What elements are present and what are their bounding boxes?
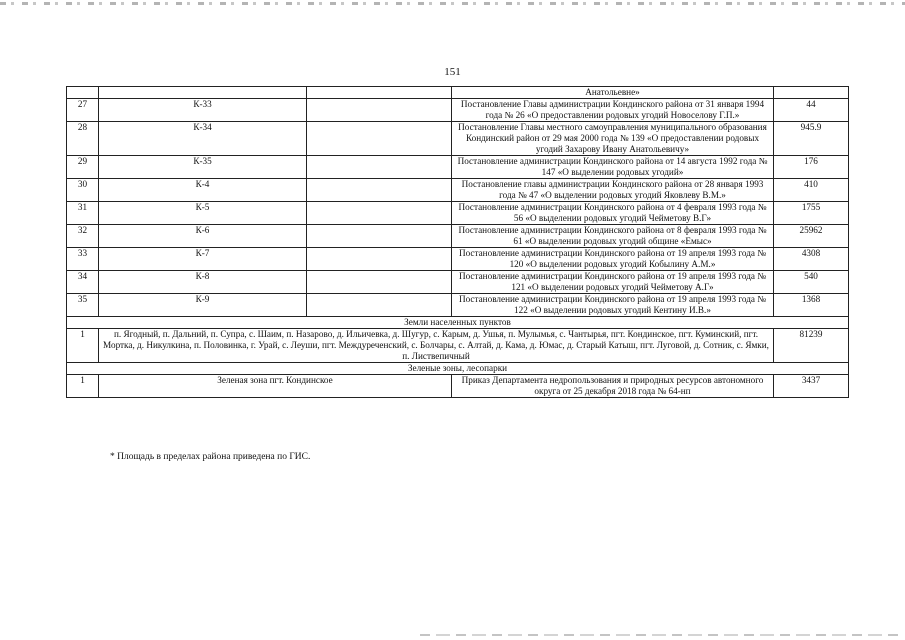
row-area: 25962 — [774, 225, 849, 248]
table-row — [67, 156, 849, 179]
table-row — [67, 179, 849, 202]
row-document: Постановление администрации Кондинского района от 14 августа 1992 года № 147 «О выделении родовых угодий» — [452, 156, 774, 179]
table-row — [67, 202, 849, 225]
scan-bottom-edge — [420, 634, 900, 636]
row-document: Постановление администрации Кондинского района от 19 апреля 1993 года № 121 «О выделении родовых угодий Чейметову А.Г» — [452, 271, 774, 294]
section-header-settlements — [67, 317, 849, 329]
row-area: 540 — [774, 271, 849, 294]
row-number: 27 — [67, 99, 99, 122]
row-number: 30 — [67, 179, 99, 202]
row-code: К-33 — [99, 99, 307, 122]
row-area: 1755 — [774, 202, 849, 225]
row-code: К-9 — [99, 294, 307, 317]
page-number: 151 — [444, 66, 461, 78]
row-document: Приказ Департамента недропользования и природных ресурсов автономного округа от 25 декабря 2018 года № 64-нп — [452, 375, 774, 398]
row-document: Постановление администрации Кондинского района от 19 апреля 1993 года № 120 «О выделении родовых угодий Кобылину А.М.» — [452, 248, 774, 271]
row-code: К-35 — [99, 156, 307, 179]
footnote: * Площадь в пределах района приведена по ГИС. — [110, 452, 311, 462]
table-row — [67, 248, 849, 271]
row-document: Постановление Главы администрации Кондинского района от 31 января 1994 года № 26 «О предоставлении родовых угодий Новоселову Г.П.» — [452, 99, 774, 122]
row-document: Постановление администрации Кондинского района от 4 февраля 1993 года № 56 «О выделении родовых угодий Чейметову В.Г» — [452, 202, 774, 225]
row-area: 410 — [774, 179, 849, 202]
table-row — [67, 294, 849, 317]
row-area: 3437 — [774, 375, 849, 398]
section-title: Земли населенных пунктов — [67, 317, 849, 329]
scan-top-edge — [0, 2, 905, 5]
row-document: Постановление Главы местного самоуправления муниципального образования Кондинский район от 29 мая 2000 года № 139 «О предоставлении родовых угодий Захарову Ивану Анатольевичу» — [452, 122, 774, 156]
row-area: 81239 — [774, 329, 849, 363]
row-code: К-5 — [99, 202, 307, 225]
table-row-green — [67, 375, 849, 398]
row-document: Постановление администрации Кондинского района от 19 апреля 1993 года № 122 «О выделении родовых угодий Кентину И.В.» — [452, 294, 774, 317]
row-code: К-34 — [99, 122, 307, 156]
row-number: 34 — [67, 271, 99, 294]
table-row — [67, 271, 849, 294]
row-document: Постановление администрации Кондинского района от 8 февраля 1993 года № 61 «О выделении родовых угодий общине «Емыс» — [452, 225, 774, 248]
row-document: Постановление главы администрации Кондинского района от 28 января 1993 года № 47 «О выделении родовых угодий Яковлеву В.М.» — [452, 179, 774, 202]
table-row-settlements — [67, 329, 849, 363]
row-number: 29 — [67, 156, 99, 179]
row-note — [307, 271, 452, 294]
lands-table — [66, 86, 849, 398]
row-note — [307, 225, 452, 248]
section-header-green — [67, 363, 849, 375]
row-area: 176 — [774, 156, 849, 179]
row-code: К-6 — [99, 225, 307, 248]
row-code: К-8 — [99, 271, 307, 294]
row-number: 33 — [67, 248, 99, 271]
table-row-continuation — [67, 87, 849, 99]
row-note — [307, 248, 452, 271]
settlements-list: п. Ягодный, п. Дальний, п. Супра, с. Шаим, п. Назарово, д. Ильичевка, д. Шугур, с. Карым, д. Ушья, п. Мулымья, с. Чантырья, пгт. Кондинское, пгт. Куминский, пгт. Мортка, д. Никулкина, п. Половинка, г. Урай, с. Леуши, пгт. Междуреченский, с. Болчары, с. Алтай, д. Кама, д. Юмас, д. Старый Катыш, пгт. Луговой, д. Сотник, с. Ямки, п. Листвепичный — [99, 329, 774, 363]
row-note — [307, 99, 452, 122]
green-zone-name: Зеленая зона пгт. Кондинское — [99, 375, 452, 398]
row-area: 44 — [774, 99, 849, 122]
row-note — [307, 202, 452, 225]
row-note — [307, 122, 452, 156]
row-area: 4308 — [774, 248, 849, 271]
row-number: 28 — [67, 122, 99, 156]
section-title: Зеленые зоны, лесопарки — [67, 363, 849, 375]
row-number: 32 — [67, 225, 99, 248]
row-area: 945.9 — [774, 122, 849, 156]
row-number: 35 — [67, 294, 99, 317]
row-number: 1 — [67, 375, 99, 398]
row-note — [307, 179, 452, 202]
table-row — [67, 122, 849, 156]
continuation-cell: Анатольевне» — [452, 87, 774, 99]
row-number: 1 — [67, 329, 99, 363]
table-row — [67, 99, 849, 122]
row-number: 31 — [67, 202, 99, 225]
row-code: К-4 — [99, 179, 307, 202]
row-area: 1368 — [774, 294, 849, 317]
table-row — [67, 225, 849, 248]
row-note — [307, 156, 452, 179]
row-note — [307, 294, 452, 317]
row-code: К-7 — [99, 248, 307, 271]
